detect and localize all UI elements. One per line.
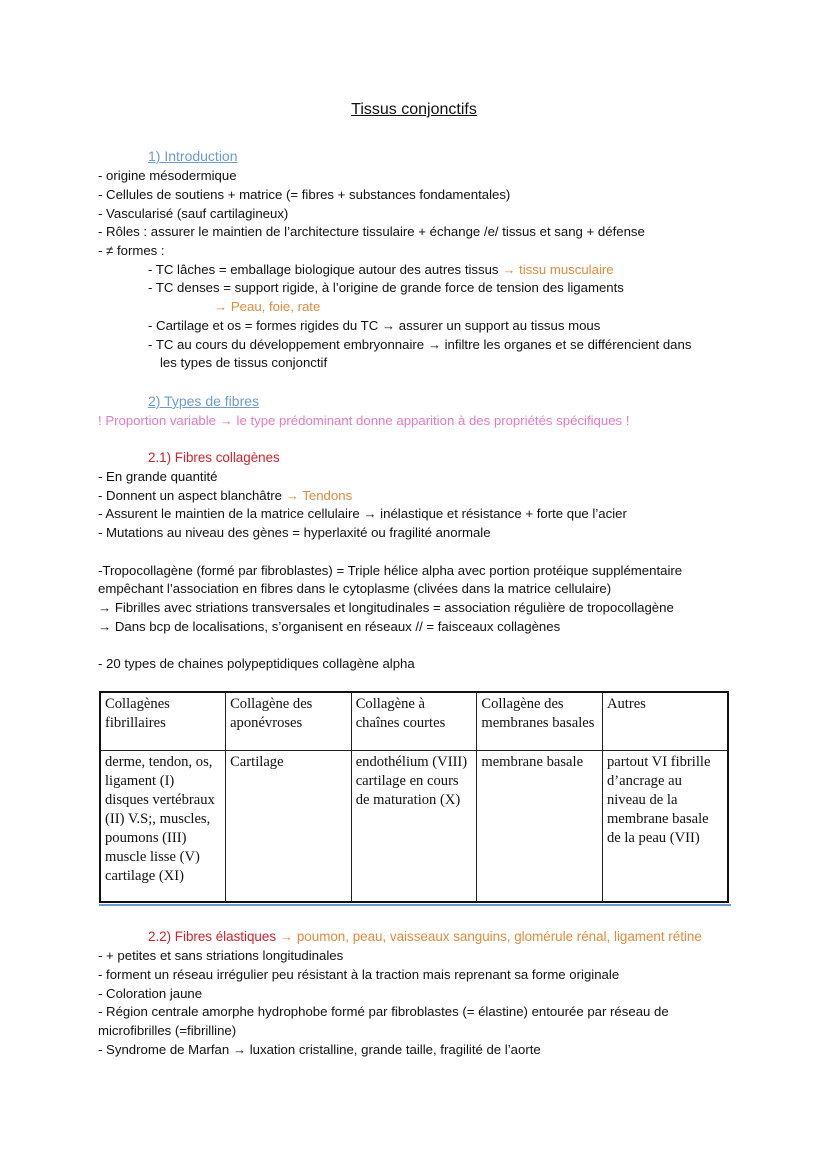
elastic-line: - forment un réseau irrégulier peu résistant à la traction mais reprenant sa forme originale <box>98 967 620 982</box>
table-header-cell: Collagène des aponévroses <box>226 692 352 750</box>
subsection-heading-elastiques: 2.2) Fibres élastiques → poumon, peau, vaisseaux sanguins, glomérule rénal, ligament rétine <box>148 929 702 944</box>
section-heading-introduction: 1) Introduction <box>148 148 238 164</box>
intro-line: - origine mésodermique <box>98 168 237 183</box>
form-tc-laches: - TC lâches = emballage biologique autour des autres tissus → tissu musculaire <box>148 262 614 277</box>
table-cell: partout VI fibrille d’ancrage au niveau de la membrane basale de la peau (VII) <box>602 750 728 902</box>
table-bottom-rule <box>99 904 731 906</box>
elastic-line: - + petites et sans striations longitudinales <box>98 948 344 963</box>
table-row <box>100 750 728 902</box>
collagen-types-line: - 20 types de chaines polypeptidiques collagène alpha <box>98 656 415 671</box>
collagen-line: - Mutations au niveau des gènes = hyperlaxité ou fragilité anormale <box>98 525 491 540</box>
table-header-cell: Collagène des membranes basales <box>477 692 603 750</box>
collagen-line: - En grande quantité <box>98 469 218 484</box>
table-cell: derme, tendon, os, ligament (I) disques vertébraux (II) V.S;, muscles, poumons (III) muscle lisse (V) cartilage (XI) <box>100 750 226 902</box>
collagen-types-table <box>99 691 729 903</box>
arrow-icon: → <box>279 929 294 944</box>
section-heading-types-fibres: 2) Types de fibres <box>148 393 260 409</box>
intro-line: - Rôles : assurer le maintien de l’architecture tissulaire + échange /e/ tissus et sang + défense <box>98 224 645 239</box>
table-header-cell: Collagènes fibrillaires <box>100 692 226 750</box>
arrow-icon: → <box>214 299 228 314</box>
elastic-line: - Coloration jaune <box>98 986 203 1001</box>
arrow-icon: → <box>285 488 299 503</box>
form-tc-denses-examples: → Peau, foie, rate <box>214 299 321 314</box>
table-header-cell: Autres <box>602 692 728 750</box>
table-header-row <box>100 692 728 750</box>
collagen-line: - Assurent le maintien de la matrice cellulaire → inélastique et résistance + forte que l’acier <box>98 506 627 521</box>
form-developpement: - TC au cours du développement embryonnaire → infiltre les organes et se différencient dans <box>148 337 692 352</box>
intro-line: - Cellules de soutiens + matrice (= fibres + substances fondamentales) <box>98 187 511 202</box>
form-cartilage: - Cartilage et os = formes rigides du TC → assurer un support au tissus mous <box>148 318 601 333</box>
arrow-icon: → <box>502 262 516 277</box>
elastic-line: microfibrilles (=fibrilline) <box>98 1023 237 1038</box>
elastic-line: - Région centrale amorphe hydrophobe formé par fibroblastes (= élastine) entourée par réseau de <box>98 1004 669 1019</box>
collagen-aspect: - Donnent un aspect blanchâtre → Tendons <box>98 488 353 503</box>
page-title: Tissus conjonctifs <box>351 101 477 118</box>
tropocollagen-line: -Tropocollagène (formé par fibroblastes) = Triple hélice alpha avec portion protéique supplémentaire <box>98 563 683 578</box>
form-developpement-cont: les types de tissus conjonctif <box>160 355 328 370</box>
elastic-line: - Syndrome de Marfan → luxation cristalline, grande taille, fragilité de l’aorte <box>98 1042 541 1057</box>
note-proportion: ! Proportion variable → le type prédominant donne apparition à des propriétés spécifiques ! <box>98 413 630 428</box>
table-cell: Cartilage <box>226 750 352 902</box>
subsection-heading-collagenes: 2.1) Fibres collagènes <box>148 450 280 465</box>
form-tc-denses: - TC denses = support rigide, à l’origine de grande force de tension des ligaments <box>148 280 624 295</box>
tropocollagen-line: → Dans bcp de localisations, s’organisent en réseaux // = faisceaux collagènes <box>98 619 561 634</box>
intro-line: - ≠ formes : <box>98 243 165 258</box>
intro-line: - Vascularisé (sauf cartilagineux) <box>98 206 289 221</box>
table-cell: endothélium (VIII) cartilage en cours de maturation (X) <box>351 750 477 902</box>
tropocollagen-line: → Fibrilles avec striations transversales et longitudinales = association régulière de tropocollagène <box>98 600 674 615</box>
table-header-cell: Collagène à chaînes courtes <box>351 692 477 750</box>
table-cell: membrane basale <box>477 750 603 902</box>
tropocollagen-line: empêchant l’association en fibres dans le cytoplasme (clivées dans la matrice cellulaire) <box>98 581 612 596</box>
